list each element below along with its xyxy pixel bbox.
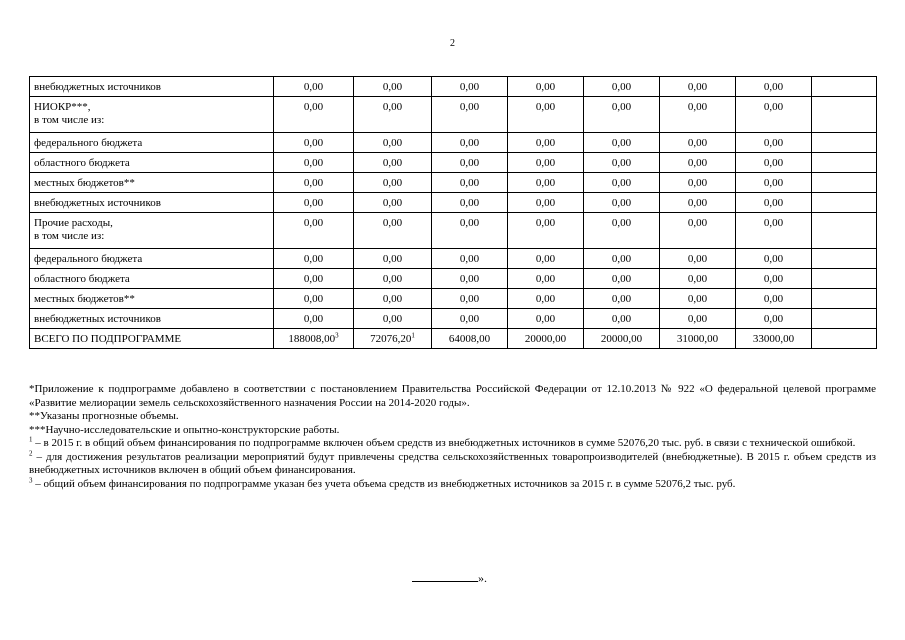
table-row	[30, 173, 877, 193]
value-cell	[432, 133, 508, 153]
value-cell	[354, 269, 432, 289]
value-text: 0,00	[382, 177, 403, 189]
value-text: 0,00	[303, 197, 324, 209]
value-text: 0,00	[763, 197, 784, 209]
table-row	[30, 309, 877, 329]
value-text: 0,00	[459, 313, 480, 325]
value-text: 0,00	[382, 217, 403, 229]
footnote-text: – для достижения результатов реализации мероприятий будут привлечены средства сельскохозяйственных товаропроизводителей (внебюджетные). В 2015 г. объем средств из внебюджетных источников включен в общий объем финансирования.	[29, 450, 876, 476]
table-row	[30, 97, 877, 133]
row-label	[30, 193, 274, 213]
row-label-line: внебюджетных источников	[34, 313, 161, 325]
value-text: 0,00	[763, 101, 784, 113]
value-cell	[584, 289, 660, 309]
value-text: 0,00	[687, 273, 708, 285]
closing-line	[412, 571, 487, 586]
value-cell	[274, 249, 354, 269]
empty-cell	[812, 213, 877, 249]
value-cell	[508, 269, 584, 289]
value-text: 0,00	[763, 273, 784, 285]
closing-quote: ».	[478, 571, 487, 585]
value-cell	[660, 97, 736, 133]
value-cell	[508, 289, 584, 309]
value-cell	[274, 97, 354, 133]
value-cell	[736, 289, 812, 309]
value-cell	[584, 77, 660, 97]
value-text: 0,00	[687, 101, 708, 113]
value-text: 0,00	[763, 137, 784, 149]
value-cell	[274, 309, 354, 329]
value-text: 20000,00	[524, 333, 567, 345]
value-text: 0,00	[611, 177, 632, 189]
value-cell	[584, 153, 660, 173]
row-label-line: местных бюджетов**	[34, 177, 135, 189]
value-cell	[432, 173, 508, 193]
value-cell	[274, 289, 354, 309]
empty-cell	[812, 193, 877, 213]
value-text: 0,00	[535, 217, 556, 229]
row-label-line: местных бюджетов**	[34, 293, 135, 305]
footnote	[29, 475, 876, 492]
value-cell	[274, 193, 354, 213]
empty-cell	[812, 329, 877, 349]
value-cell	[432, 213, 508, 249]
value-cell	[584, 173, 660, 193]
table-row	[30, 249, 877, 269]
value-cell	[354, 193, 432, 213]
value-cell	[736, 309, 812, 329]
value-cell	[660, 329, 736, 349]
value-text: 0,00	[382, 137, 403, 149]
value-text: 0,00	[763, 313, 784, 325]
value-text: 0,00	[611, 101, 632, 113]
row-label-line: в том числе из:	[34, 114, 105, 126]
value-cell	[432, 97, 508, 133]
footnote-number: 2	[29, 448, 33, 457]
empty-cell	[812, 289, 877, 309]
value-text: 0,00	[382, 313, 403, 325]
empty-cell	[812, 133, 877, 153]
value-cell	[354, 289, 432, 309]
value-text: 0,00	[382, 253, 403, 265]
value-cell	[660, 77, 736, 97]
value-cell	[660, 153, 736, 173]
value-cell	[274, 77, 354, 97]
value-cell	[736, 213, 812, 249]
value-text: 0,00	[303, 157, 324, 169]
value-cell	[274, 133, 354, 153]
value-cell	[432, 329, 508, 349]
value-cell	[508, 329, 584, 349]
value-cell	[274, 213, 354, 249]
value-text: 0,00	[611, 293, 632, 305]
empty-cell	[812, 309, 877, 329]
value-cell	[736, 249, 812, 269]
footnote-text: – в 2015 г. в общий объем финансирования по подпрограмме включен объем средств из внебюджетных источников в сумме 52076,20 тыс. руб. в связи с технической ошибкой.	[32, 437, 856, 449]
footnote-marker: 1	[411, 331, 415, 340]
value-cell	[736, 133, 812, 153]
value-text: 0,00	[687, 157, 708, 169]
value-text: 0,00	[611, 81, 632, 93]
footnote-number: 1	[29, 435, 33, 444]
footnotes	[29, 383, 876, 491]
value-cell	[432, 249, 508, 269]
value-text: 0,00	[535, 157, 556, 169]
value-cell	[660, 133, 736, 153]
row-label-line: внебюджетных источников	[34, 197, 161, 209]
value-cell	[584, 193, 660, 213]
value-cell	[354, 213, 432, 249]
value-text: 0,00	[535, 197, 556, 209]
value-text: 0,00	[459, 293, 480, 305]
value-text: 0,00	[535, 313, 556, 325]
value-text: 0,00	[382, 293, 403, 305]
value-text: 0,00	[611, 197, 632, 209]
footnote-text: *Приложение к подпрограмме добавлено в соответствии с постановлением Правительства Российской Федерации от 12.10.2013 № 922 «О федеральной целевой программе «Развитие мелиорации земель сельскохозяйственного назначения России на 2014-2020 годы».	[29, 383, 876, 409]
value-text: 0,00	[382, 273, 403, 285]
value-text: 0,00	[763, 177, 784, 189]
value-cell	[736, 269, 812, 289]
empty-cell	[812, 249, 877, 269]
value-cell	[354, 153, 432, 173]
value-cell	[432, 77, 508, 97]
empty-cell	[812, 269, 877, 289]
row-label-line: ВСЕГО ПО ПОДПРОГРАММЕ	[34, 333, 182, 345]
table-row	[30, 289, 877, 309]
row-label	[30, 289, 274, 309]
value-text: 0,00	[687, 81, 708, 93]
value-cell	[736, 77, 812, 97]
value-text: 0,00	[535, 101, 556, 113]
value-text: 0,00	[382, 81, 403, 93]
table-row	[30, 133, 877, 153]
footnote-text: **Указаны прогнозные объемы.	[29, 410, 179, 422]
value-text: 0,00	[303, 293, 324, 305]
value-cell	[354, 309, 432, 329]
value-text: 0,00	[763, 217, 784, 229]
value-cell	[584, 309, 660, 329]
value-text: 0,00	[687, 293, 708, 305]
financing-table	[29, 76, 877, 349]
value-text: 0,00	[763, 253, 784, 265]
row-label-line: НИОКР***,	[34, 101, 91, 113]
empty-cell	[812, 77, 877, 97]
value-text: 0,00	[459, 197, 480, 209]
row-label	[30, 97, 274, 133]
value-text: 0,00	[611, 217, 632, 229]
value-cell	[660, 269, 736, 289]
row-label	[30, 153, 274, 173]
value-text: 33000,00	[752, 333, 795, 345]
value-text: 0,00	[763, 293, 784, 305]
row-label-line: федерального бюджета	[34, 253, 143, 265]
value-cell	[354, 173, 432, 193]
page-number: 2	[450, 38, 455, 49]
value-text: 0,00	[687, 313, 708, 325]
footnote-marker: 3	[335, 331, 339, 340]
row-label-line: федерального бюджета	[34, 137, 143, 149]
table-row	[30, 193, 877, 213]
table-row	[30, 329, 877, 349]
value-cell	[584, 213, 660, 249]
value-text: 0,00	[687, 253, 708, 265]
value-text: 188008,00	[288, 333, 336, 345]
value-cell	[660, 213, 736, 249]
value-text: 0,00	[303, 137, 324, 149]
value-cell	[736, 193, 812, 213]
value-cell	[736, 153, 812, 173]
table-row	[30, 213, 877, 249]
value-text: 64008,00	[448, 333, 491, 345]
value-text: 0,00	[763, 157, 784, 169]
value-text: 0,00	[535, 253, 556, 265]
value-cell	[660, 289, 736, 309]
footnote	[29, 448, 876, 478]
row-label-line: в том числе из:	[34, 230, 105, 242]
row-label	[30, 133, 274, 153]
value-cell	[508, 193, 584, 213]
value-text: 0,00	[459, 137, 480, 149]
value-text: 0,00	[687, 197, 708, 209]
footnote-text: ***Научно-исследовательские и опытно-конструкторские работы.	[29, 423, 340, 436]
footnote	[29, 424, 876, 438]
value-text: 0,00	[303, 273, 324, 285]
value-cell	[432, 309, 508, 329]
table-row	[30, 77, 877, 97]
value-cell	[432, 193, 508, 213]
row-label	[30, 249, 274, 269]
value-text: 0,00	[459, 217, 480, 229]
footnote	[29, 410, 876, 424]
value-text: 0,00	[611, 253, 632, 265]
footnote	[29, 383, 876, 410]
value-text: 0,00	[535, 137, 556, 149]
row-label-line: областного бюджета	[34, 157, 130, 169]
value-cell	[274, 173, 354, 193]
value-text: 0,00	[611, 273, 632, 285]
value-text: 0,00	[763, 81, 784, 93]
value-text: 0,00	[303, 217, 324, 229]
value-text: 0,00	[535, 273, 556, 285]
value-cell	[274, 329, 354, 349]
value-cell	[274, 153, 354, 173]
value-cell	[584, 97, 660, 133]
table-row	[30, 153, 877, 173]
value-text: 0,00	[687, 217, 708, 229]
value-text: 0,00	[382, 101, 403, 113]
value-text: 0,00	[459, 253, 480, 265]
value-text: 0,00	[459, 177, 480, 189]
value-text: 0,00	[459, 273, 480, 285]
value-text: 0,00	[303, 81, 324, 93]
value-cell	[508, 153, 584, 173]
row-label-line: Прочие расходы,	[34, 217, 113, 229]
signature-blank	[412, 571, 478, 582]
value-text: 0,00	[611, 137, 632, 149]
value-cell	[508, 249, 584, 269]
value-cell	[508, 213, 584, 249]
empty-cell	[812, 97, 877, 133]
row-label	[30, 309, 274, 329]
value-cell	[660, 309, 736, 329]
row-label-line: внебюджетных источников	[34, 81, 161, 93]
row-label	[30, 77, 274, 97]
value-text: 0,00	[611, 313, 632, 325]
value-cell	[660, 193, 736, 213]
value-cell	[508, 133, 584, 153]
value-cell	[354, 77, 432, 97]
value-text: 20000,00	[600, 333, 643, 345]
value-cell	[584, 133, 660, 153]
value-cell	[736, 173, 812, 193]
value-cell	[736, 97, 812, 133]
value-cell	[660, 173, 736, 193]
value-text: 0,00	[687, 137, 708, 149]
row-label-line: областного бюджета	[34, 273, 130, 285]
value-text: 0,00	[382, 197, 403, 209]
value-cell	[354, 97, 432, 133]
value-cell	[736, 329, 812, 349]
value-text: 0,00	[459, 157, 480, 169]
row-label	[30, 269, 274, 289]
value-cell	[508, 77, 584, 97]
value-cell	[660, 249, 736, 269]
value-text: 0,00	[303, 101, 324, 113]
value-cell	[354, 249, 432, 269]
value-cell	[508, 97, 584, 133]
value-cell	[432, 289, 508, 309]
value-cell	[508, 173, 584, 193]
value-text: 0,00	[687, 177, 708, 189]
value-cell	[354, 133, 432, 153]
value-cell	[508, 309, 584, 329]
value-cell	[432, 269, 508, 289]
value-text: 0,00	[611, 157, 632, 169]
value-text: 72076,20	[370, 333, 412, 345]
footnote	[29, 437, 876, 451]
value-text: 0,00	[459, 81, 480, 93]
table-row	[30, 269, 877, 289]
value-text: 0,00	[303, 313, 324, 325]
value-text: 0,00	[382, 157, 403, 169]
value-text: 0,00	[303, 253, 324, 265]
footnote-text: – общий объем финансирования по подпрограмме указан без учета объема средств из внебюджетных источников за 2015 г. в сумме 52076,2 тыс. руб.	[32, 477, 736, 490]
value-text: 0,00	[535, 293, 556, 305]
empty-cell	[812, 173, 877, 193]
value-cell	[354, 329, 432, 349]
value-text: 0,00	[459, 101, 480, 113]
value-cell	[584, 269, 660, 289]
row-label	[30, 213, 274, 249]
row-label	[30, 173, 274, 193]
value-text: 0,00	[535, 81, 556, 93]
empty-cell	[812, 153, 877, 173]
value-text: 0,00	[535, 177, 556, 189]
value-text: 0,00	[303, 177, 324, 189]
value-cell	[584, 249, 660, 269]
value-cell	[274, 269, 354, 289]
value-cell	[432, 153, 508, 173]
value-cell	[584, 329, 660, 349]
value-text: 31000,00	[676, 333, 719, 345]
footnote-number: 3	[29, 475, 33, 484]
row-label	[30, 329, 274, 349]
